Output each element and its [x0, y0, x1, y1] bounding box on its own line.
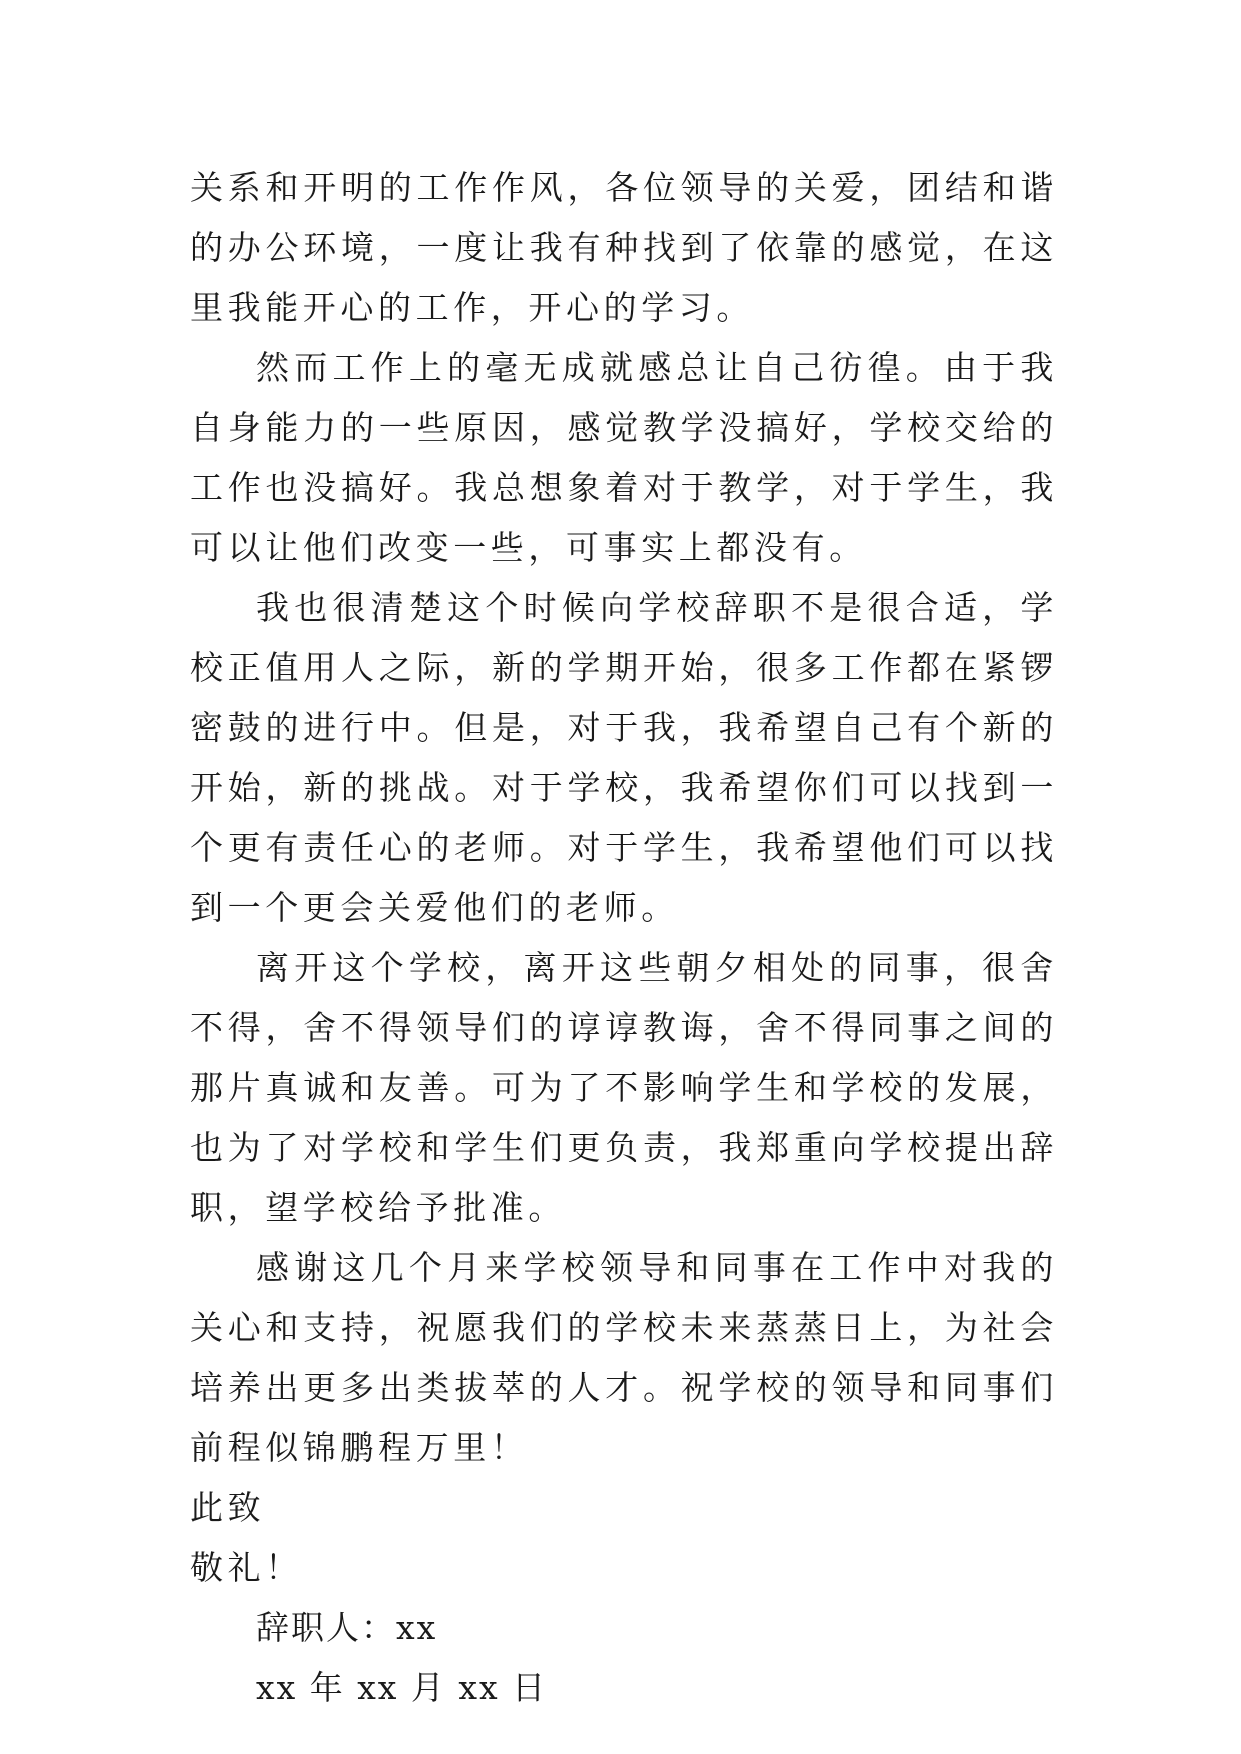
paragraph-5: 感谢这几个月来学校领导和同事在工作中对我的关心和支持，祝愿我们的学校未来蒸蒸日上，为社会培养出更多出类拔萃的人才。祝学校的领导和同事们前程似锦鹏程万里！: [190, 1248, 1058, 1467]
closing-regards: 敬礼！: [190, 1548, 303, 1587]
paragraph-2: 然而工作上的毫无成就感总让自己彷徨。由于我自身能力的一些原因，感觉教学没搞好，学校交给的工作也没搞好。我总想象着对于教学，对于学生，我可以让他们改变一些，可事实上都没有。: [190, 348, 1058, 567]
paragraph-4: 离开这个学校，离开这些朝夕相处的同事，很舍不得，舍不得领导们的谆谆教诲，舍不得同事之间的那片真诚和友善。可为了不影响学生和学校的发展，也为了对学校和学生们更负责，我郑重向学校提出辞职，望学校给予批准。: [190, 948, 1058, 1227]
letter-body: [190, 158, 1058, 1718]
signer-line: 辞职人：xx: [256, 1608, 438, 1647]
closing-salutation: 此致: [190, 1488, 266, 1527]
paragraph-1: 关系和开明的工作作风，各位领导的关爱，团结和谐的办公环境，一度让我有种找到了依靠的感觉，在这里我能开心的工作，开心的学习。: [190, 168, 1058, 327]
paragraph-3: 我也很清楚这个时候向学校辞职不是很合适，学校正值用人之际，新的学期开始，很多工作都在紧锣密鼓的进行中。但是，对于我，我希望自己有个新的开始，新的挑战。对于学校，我希望你们可以找到一个更有责任心的老师。对于学生，我希望他们可以找到一个更会关爱他们的老师。: [190, 588, 1058, 927]
date-line: xx 年 xx 月 xx 日: [256, 1668, 548, 1707]
